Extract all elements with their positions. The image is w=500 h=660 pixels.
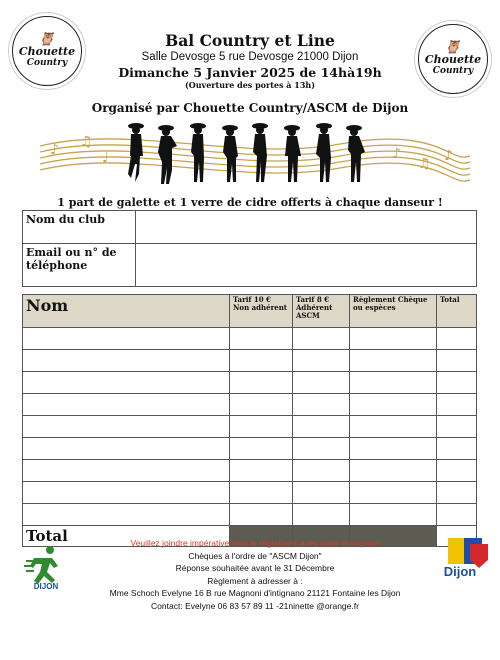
tarif-10-cell[interactable] <box>230 504 293 526</box>
chouette-country-logo-left <box>12 16 82 86</box>
total-cell[interactable] <box>437 482 477 504</box>
reglement-cell[interactable] <box>350 372 437 394</box>
tarif-8-cell[interactable] <box>293 482 350 504</box>
name-cell[interactable] <box>23 350 230 372</box>
contact-row <box>23 244 477 287</box>
reglement-cell[interactable] <box>350 350 437 372</box>
table-row <box>23 460 477 482</box>
tarif-8-cell[interactable] <box>293 438 350 460</box>
total-cell[interactable] <box>437 372 477 394</box>
tarif-10-cell[interactable] <box>230 350 293 372</box>
club-name-row <box>23 211 477 244</box>
header-tarif-10 <box>230 295 293 328</box>
event-date: Dimanche 5 Janvier 2025 de 14hà19h <box>118 65 382 80</box>
name-cell[interactable] <box>23 416 230 438</box>
header-reglement: Règlement Chèque ou espèces <box>350 295 437 328</box>
name-cell[interactable] <box>23 438 230 460</box>
header-tarif-8-price: Tarif 8 € <box>296 295 330 304</box>
name-cell[interactable] <box>23 460 230 482</box>
owl-icon: 🦉 <box>38 32 56 47</box>
table-row <box>23 438 477 460</box>
payment-instruction: Veuillez joindre impérativement le règlement avec votre inscription <box>130 538 380 548</box>
svg-text:♫: ♫ <box>80 134 93 150</box>
header-tarif-10-note: Non adhérent <box>233 303 288 312</box>
tarif-10-cell[interactable] <box>230 416 293 438</box>
footer-info <box>60 537 450 612</box>
tarif-8-cell[interactable] <box>293 394 350 416</box>
address-intro: Règlement à adresser à : <box>207 575 303 586</box>
total-cell[interactable] <box>437 504 477 526</box>
total-cell[interactable] <box>437 394 477 416</box>
club-info-form <box>22 210 477 287</box>
tarif-8-cell[interactable] <box>293 416 350 438</box>
table-row <box>23 482 477 504</box>
reglement-cell[interactable] <box>350 482 437 504</box>
reglement-cell[interactable] <box>350 416 437 438</box>
event-header <box>88 32 412 91</box>
owl-icon: 🦉 <box>444 40 462 55</box>
contact-label: Email ou n° de téléphone <box>23 244 136 287</box>
contact-field[interactable] <box>136 244 477 287</box>
tarif-8-cell[interactable] <box>293 350 350 372</box>
event-venue: Salle Devosge 5 rue Devosge 21000 Dijon <box>141 51 359 63</box>
total-cell[interactable] <box>437 438 477 460</box>
name-cell[interactable] <box>23 328 230 350</box>
cheque-payee: Chèques à l'ordre de "ASCM Dijon" <box>188 550 322 561</box>
offer-note: 1 part de galette et 1 verre de cidre offerts à chaque danseur ! <box>57 196 443 209</box>
name-cell[interactable] <box>23 504 230 526</box>
table-header-row <box>23 295 477 328</box>
reglement-cell[interactable] <box>350 328 437 350</box>
total-cell[interactable] <box>437 460 477 482</box>
mailing-address: Mme Schoch Evelyne 16 B rue Magnoni d'intignano 21121 Fontaine les Dijon <box>109 588 401 598</box>
reglement-cell[interactable] <box>350 438 437 460</box>
name-cell[interactable] <box>23 394 230 416</box>
dijon-logo-text: Dijon <box>443 564 477 579</box>
logo-text-line1: Chouette <box>424 53 482 66</box>
reglement-cell[interactable] <box>350 504 437 526</box>
tarif-10-cell[interactable] <box>230 394 293 416</box>
header-tarif-8 <box>293 295 350 328</box>
tarif-10-cell[interactable] <box>230 372 293 394</box>
header-nom: Nom <box>23 295 230 328</box>
runner-icon <box>24 546 58 584</box>
dancers-music-banner <box>40 116 470 196</box>
table-row <box>23 394 477 416</box>
registration-table <box>22 294 477 547</box>
chouette-country-logo-right <box>418 24 488 94</box>
tarif-8-cell[interactable] <box>293 372 350 394</box>
header-tarif-8-note: Adhérent ASCM <box>296 303 333 320</box>
logo-text-line1: Chouette <box>18 45 76 58</box>
table-row <box>23 328 477 350</box>
header-total: Total <box>437 295 477 328</box>
logo-text-line2: Country <box>26 58 68 68</box>
event-organizer: Organisé par Chouette Country/ASCM de Dijon <box>91 101 409 115</box>
event-title: Bal Country et Line <box>165 31 335 50</box>
table-row <box>23 350 477 372</box>
svg-text:♪: ♪ <box>392 146 401 162</box>
total-cell[interactable] <box>437 350 477 372</box>
total-cell[interactable] <box>437 328 477 350</box>
svg-text:♫: ♫ <box>418 156 431 172</box>
tarif-8-cell[interactable] <box>293 504 350 526</box>
table-row <box>23 416 477 438</box>
tarif-10-cell[interactable] <box>230 482 293 504</box>
name-cell[interactable] <box>23 372 230 394</box>
header-tarif-10-price: Tarif 10 € <box>233 295 271 304</box>
name-cell[interactable] <box>23 482 230 504</box>
dijon-logo-yellow-block <box>448 538 464 564</box>
reply-deadline: Réponse souhaitée avant le 31 Décembre <box>175 563 335 573</box>
tarif-8-cell[interactable] <box>293 460 350 482</box>
club-logo-text: DIJON <box>33 582 59 591</box>
reglement-cell[interactable] <box>350 394 437 416</box>
tarif-10-cell[interactable] <box>230 460 293 482</box>
club-name-field[interactable] <box>136 211 477 244</box>
contact-info: Contact: Evelyne 06 83 57 89 11 -21ninette @orange.fr <box>151 600 359 611</box>
total-cell[interactable] <box>437 416 477 438</box>
svg-text:♩: ♩ <box>102 150 109 166</box>
svg-text:♪: ♪ <box>50 142 59 158</box>
club-name-label: Nom du club <box>23 211 136 244</box>
logo-text-line2: Country <box>432 66 474 76</box>
total-label: Total <box>23 526 230 547</box>
tarif-10-cell[interactable] <box>230 328 293 350</box>
table-row <box>23 372 477 394</box>
doors-opening: (Ouverture des portes à 13h) <box>184 80 316 90</box>
tarif-8-cell[interactable] <box>293 328 350 350</box>
table-row <box>23 504 477 526</box>
tarif-10-cell[interactable] <box>230 438 293 460</box>
svg-text:♪: ♪ <box>444 148 453 164</box>
reglement-cell[interactable] <box>350 460 437 482</box>
